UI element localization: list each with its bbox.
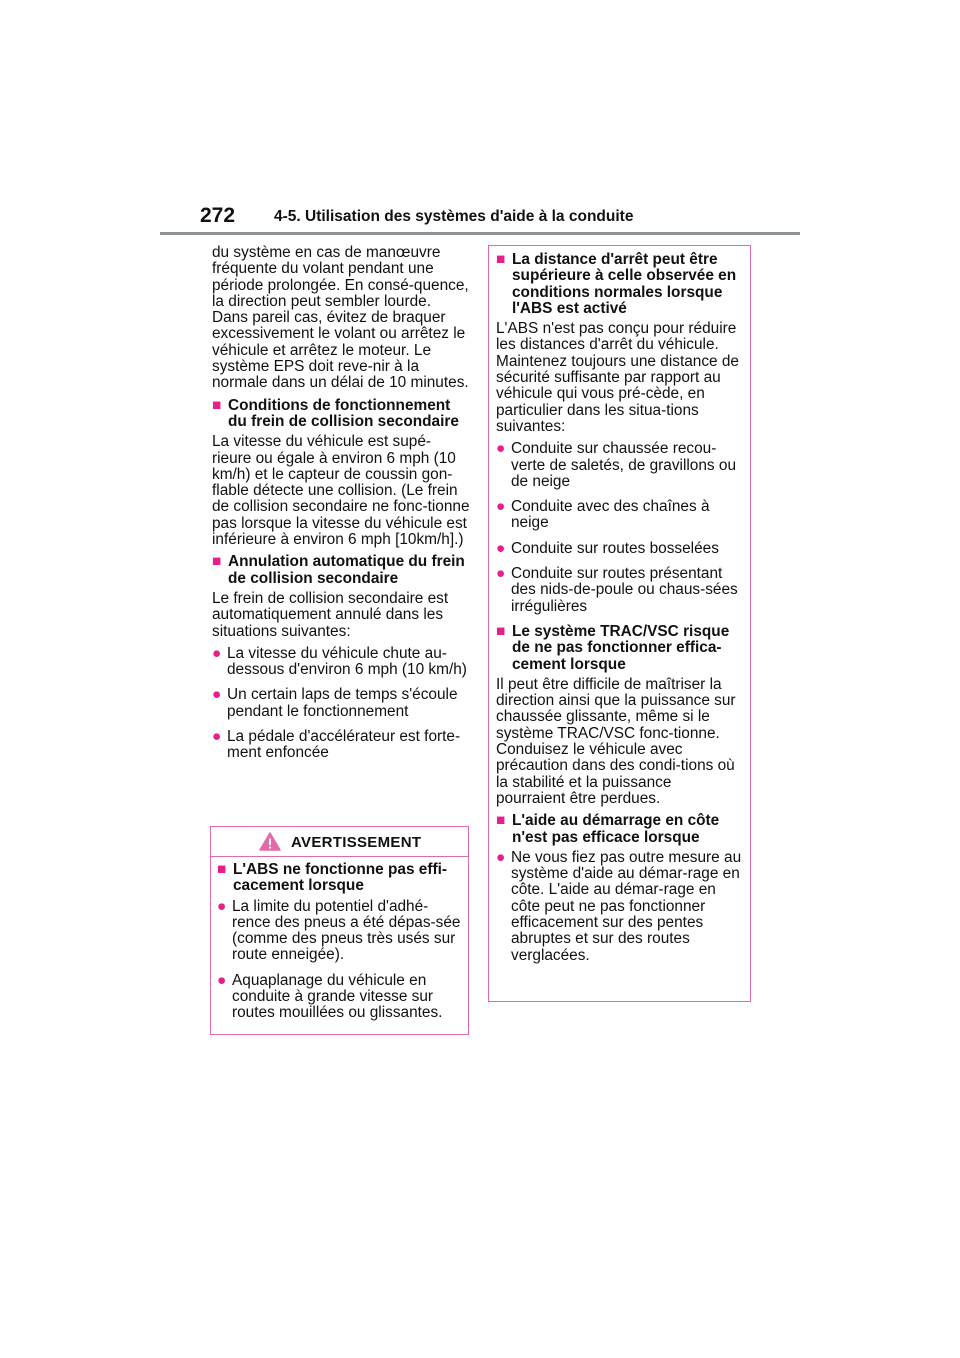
section-marker-icon: ■ xyxy=(496,251,506,268)
left-column xyxy=(212,245,470,771)
warning-body xyxy=(217,862,461,1031)
bullet-icon: ● xyxy=(496,565,506,583)
section-title: Annulation automatique du frein de collision secondaire xyxy=(228,553,465,587)
list-item-text: Conduite sur routes bosselées xyxy=(511,539,719,557)
section-marker-icon: ■ xyxy=(212,553,222,571)
bullet-icon: ● xyxy=(217,897,227,915)
section-title: L'aide au démarrage en côte n'est pas efficace lorsque xyxy=(512,812,720,846)
list-item xyxy=(217,973,461,1022)
warning-box xyxy=(210,826,469,1035)
section-heading xyxy=(496,252,742,317)
list-item xyxy=(212,729,470,762)
list-item-text: Conduite sur routes présentant des nids-de-poule ou chaus-sées irrégulières xyxy=(511,565,738,615)
section-marker-icon: ■ xyxy=(217,861,227,878)
list-item-text: Conduite avec des chaînes à neige xyxy=(511,498,710,532)
list-item-text: Aquaplanage du véhicule en conduite à grande vitesse sur routes mouillées ou glissantes. xyxy=(232,971,443,1022)
section-marker-icon: ■ xyxy=(496,812,506,830)
list-item-text: La limite du potentiel d'adhé-rence des pneus a été dépas-sée (comme des pneus très usés sur route enneigée). xyxy=(232,897,461,964)
list-item xyxy=(496,566,742,615)
list-item xyxy=(496,850,742,964)
section-title: Le système TRAC/VSC risque de ne pas fonctionner effica-cement lorsque xyxy=(512,622,730,673)
warning-heading xyxy=(217,862,461,895)
bullet-icon: ● xyxy=(496,498,506,516)
warning-header xyxy=(211,827,468,857)
bullet-icon: ● xyxy=(496,848,506,866)
section-text: L'ABS n'est pas conçu pour réduire les distances d'arrêt du véhicule. Maintenez toujours une distance de sécurité suffisante par rapport au véhicule qui vous pré-cède, en particulier dans les situa-tions suivantes: xyxy=(496,320,739,435)
section-text: Il peut être difficile de maîtriser la direction ainsi que la puissance sur chaussée glissante, même si le système TRAC/VSC fonc-tionne. Conduisez le véhicule avec précaution dans des condi-tions où la stabilité et la puissance pourraient être perdues. xyxy=(496,675,736,807)
bullet-icon: ● xyxy=(212,728,222,746)
page-number: 272 xyxy=(200,204,236,227)
section-marker-icon: ■ xyxy=(212,396,222,414)
bullet-icon: ● xyxy=(496,440,506,458)
section-marker-icon: ■ xyxy=(496,622,506,640)
section-heading xyxy=(496,813,742,846)
bullet-icon: ● xyxy=(217,971,227,989)
chapter-title: 4-5. Utilisation des systèmes d'aide à la conduite xyxy=(274,208,634,225)
list-item xyxy=(496,441,742,490)
list-item-text: La pédale d'accélérateur est forte-ment enfoncée xyxy=(227,728,461,762)
page-header xyxy=(160,202,800,234)
bullet-icon: ● xyxy=(212,686,222,704)
right-column xyxy=(496,252,742,973)
intro-paragraph: du système en cas de manœuvre fréquente du volant pendant une période prolongée. En consé-quence, la direction peut sembler lourde. Dans pareil cas, évitez de braquer excessivement le volant ou arrêtez le véhicule et arrêtez le moteur. Le système EPS doit reve-nir à la normale dans un délai de 10 minutes. xyxy=(212,244,469,392)
section-title: La distance d'arrêt peut être supérieure à celle observée en conditions normales lorsque l'ABS est activé xyxy=(512,251,737,317)
bullet-icon: ● xyxy=(496,539,506,557)
warning-triangle-icon xyxy=(259,832,281,851)
list-item-text: Un certain laps de temps s'écoule pendant le fonctionnement xyxy=(227,686,458,720)
list-item xyxy=(496,499,742,532)
list-item-text: Conduite sur chaussée recou-verte de saletés, de gravillons ou de neige xyxy=(511,440,737,490)
list-item xyxy=(212,687,470,720)
bullet-icon: ● xyxy=(212,644,222,662)
header-rule xyxy=(160,232,800,235)
list-item xyxy=(496,541,742,557)
section-heading xyxy=(212,554,470,587)
list-item-text: La vitesse du véhicule chute au-dessous d'environ 6 mph (10 km/h) xyxy=(227,644,467,679)
section-text: La vitesse du véhicule est supé-rieure ou égale à environ 6 mph (10 km/h) et le capteur de coussin gon-flable détecte une collision. (Le frein de collision secondaire ne fonc-tionne pas lorsque la vitesse du véhicule est inférieure à environ 6 mph [10km/h].) xyxy=(212,433,470,549)
list-item xyxy=(217,899,461,964)
section-title: Conditions de fonctionnement du frein de collision secondaire xyxy=(228,396,459,430)
section-text: Le frein de collision secondaire est automatiquement annulé dans les situations suivantes: xyxy=(212,589,449,640)
section-heading xyxy=(212,398,470,431)
list-item-text: Ne vous fiez pas outre mesure au système d'aide au démar-rage en côte. L'aide au démar-rage en côte peut ne pas fonctionner efficacement sur des pentes abruptes et sur des routes verglacées. xyxy=(511,848,742,964)
section-heading xyxy=(496,624,742,673)
list-item xyxy=(212,646,470,679)
warning-title: AVERTISSEMENT xyxy=(291,834,422,851)
section-title: L'ABS ne fonctionne pas effi-cacement lorsque xyxy=(233,861,448,895)
